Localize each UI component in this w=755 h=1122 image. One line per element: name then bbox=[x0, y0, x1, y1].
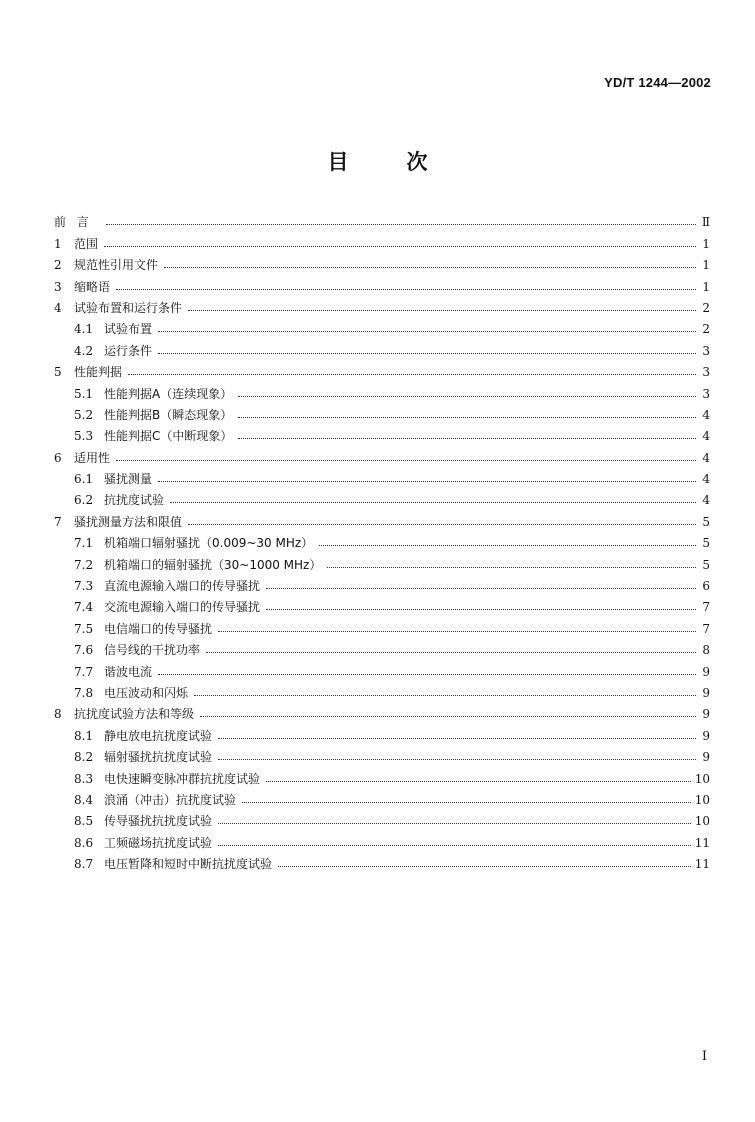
toc-entry-title: 试验布置 bbox=[104, 322, 153, 337]
toc-entry-page: 8 bbox=[702, 643, 710, 658]
dot-leader bbox=[319, 545, 696, 546]
toc-entry-title: 前言 bbox=[54, 215, 100, 230]
toc-entry-page: 2 bbox=[702, 322, 710, 337]
toc-entry-number: 7 bbox=[54, 514, 62, 529]
dot-leader bbox=[238, 438, 696, 439]
toc-entry[interactable] bbox=[54, 400, 710, 421]
toc-entry-title: 缩略语 bbox=[74, 279, 111, 294]
toc-entry-page: 4 bbox=[702, 472, 710, 487]
toc-entry-title: 运行条件 bbox=[104, 343, 153, 358]
toc-entry-title: 性能判据 bbox=[74, 365, 123, 380]
toc-entry-number: 2 bbox=[54, 258, 62, 273]
toc-entry-number: 8.3 bbox=[74, 771, 94, 786]
toc-entry[interactable] bbox=[54, 250, 710, 271]
toc-entry-number: 6.2 bbox=[74, 493, 94, 508]
page-number: I bbox=[701, 1049, 707, 1064]
toc-entry[interactable] bbox=[54, 464, 710, 485]
dot-leader bbox=[238, 396, 696, 397]
toc-entry-number: 1 bbox=[54, 236, 62, 251]
toc-entry-number: 6 bbox=[54, 450, 62, 465]
toc-entry[interactable] bbox=[54, 207, 710, 228]
toc-entry-title: 电信端口的传导骚扰 bbox=[104, 621, 213, 636]
toc-entry-page: 5 bbox=[702, 557, 710, 572]
toc-entry-page: 4 bbox=[702, 450, 710, 465]
toc-entry-page: 9 bbox=[702, 664, 710, 679]
dot-leader bbox=[206, 652, 696, 653]
toc-entry-title: 辐射骚扰抗扰度试验 bbox=[104, 750, 213, 765]
toc-entry-title: 信号线的干扰功率 bbox=[104, 643, 201, 658]
dot-leader bbox=[116, 289, 696, 290]
toc-entry-page: 9 bbox=[702, 750, 710, 765]
toc-entry-number: 8.7 bbox=[74, 857, 94, 872]
toc-entry-title: 抗扰度试验方法和等级 bbox=[74, 707, 195, 722]
toc-title-char: 次 bbox=[406, 150, 428, 174]
toc-entry-title: 电压波动和闪烁 bbox=[104, 685, 189, 700]
toc-entry-title: 性能判据B（瞬态现象） bbox=[104, 407, 233, 422]
toc-entry-page: 6 bbox=[702, 579, 710, 594]
dot-leader bbox=[218, 759, 696, 760]
toc-entry-page: 11 bbox=[694, 857, 710, 872]
toc-entry-number: 7.8 bbox=[74, 685, 94, 700]
toc-entry-page: 9 bbox=[702, 685, 710, 700]
toc-entry-number: 7.7 bbox=[74, 664, 94, 679]
toc-entry[interactable] bbox=[54, 613, 710, 634]
toc-entry-title: 交流电源输入端口的传导骚扰 bbox=[104, 600, 261, 615]
dot-leader bbox=[194, 695, 696, 696]
toc-entry[interactable] bbox=[54, 506, 710, 527]
dot-leader bbox=[266, 609, 696, 610]
toc-entry-number: 3 bbox=[54, 279, 62, 294]
toc-entry-page: 3 bbox=[702, 343, 710, 358]
toc-entry-title: 电快速瞬变脉冲群抗扰度试验 bbox=[104, 771, 261, 786]
toc-entry-page: 10 bbox=[694, 792, 710, 807]
toc-entry-number: 5.1 bbox=[74, 386, 94, 401]
toc-entry-number: 7.1 bbox=[74, 536, 94, 551]
dot-leader bbox=[128, 374, 696, 375]
dot-leader bbox=[218, 845, 691, 846]
toc-entry[interactable] bbox=[54, 763, 710, 784]
toc-entry-number: 4 bbox=[54, 300, 62, 315]
toc-entry[interactable] bbox=[54, 571, 710, 592]
toc-entry-page: 4 bbox=[702, 407, 710, 422]
toc-entry-number: 7.6 bbox=[74, 643, 94, 658]
toc-entry-page: 1 bbox=[702, 236, 710, 251]
toc-entry-page: 3 bbox=[702, 386, 710, 401]
dot-leader bbox=[266, 588, 696, 589]
standard-code: YD/T 1244—2002 bbox=[604, 75, 711, 90]
toc-entry-title: 直流电源输入端口的传导骚扰 bbox=[104, 579, 261, 594]
toc-entry-title: 骚扰测量方法和限值 bbox=[74, 514, 183, 529]
dot-leader bbox=[170, 502, 696, 503]
dot-leader bbox=[238, 417, 696, 418]
toc-entry-page: 7 bbox=[702, 621, 710, 636]
toc-entry-page: 11 bbox=[694, 835, 710, 850]
dot-leader bbox=[218, 631, 696, 632]
toc-entry-page: 9 bbox=[702, 728, 710, 743]
toc-entry[interactable] bbox=[54, 806, 710, 827]
toc-entry-number: 7.4 bbox=[74, 600, 94, 615]
toc-entry-page: 5 bbox=[702, 514, 710, 529]
toc-entry-page: 3 bbox=[702, 365, 710, 380]
dot-leader bbox=[158, 331, 696, 332]
toc-entry-number: 8.2 bbox=[74, 750, 94, 765]
dot-leader bbox=[158, 481, 696, 482]
toc-entry-title: 试验布置和运行条件 bbox=[74, 300, 183, 315]
dot-leader bbox=[164, 267, 696, 268]
toc-entry-number: 7.2 bbox=[74, 557, 94, 572]
toc-title-char: 目 bbox=[327, 150, 349, 174]
dot-leader bbox=[218, 738, 696, 739]
toc-entry-number: 5 bbox=[54, 365, 62, 380]
toc-entry[interactable] bbox=[54, 378, 710, 399]
toc-entry-number: 8 bbox=[54, 707, 62, 722]
toc-entry-number: 8.1 bbox=[74, 728, 94, 743]
toc-entry-page: 9 bbox=[702, 707, 710, 722]
toc-entry[interactable] bbox=[54, 785, 710, 806]
toc-entry-title: 范围 bbox=[74, 236, 99, 251]
toc-entry-page: 10 bbox=[694, 814, 710, 829]
table-of-contents bbox=[54, 207, 710, 870]
toc-entry[interactable] bbox=[54, 335, 710, 356]
toc-entry[interactable] bbox=[54, 549, 710, 570]
toc-entry-title: 传导骚扰抗扰度试验 bbox=[104, 814, 213, 829]
toc-entry-title: 电压暂降和短时中断抗扰度试验 bbox=[104, 857, 273, 872]
toc-entry[interactable] bbox=[54, 271, 710, 292]
toc-entry[interactable] bbox=[54, 678, 710, 699]
toc-entry-title: 性能判据C（中断现象） bbox=[104, 429, 233, 444]
toc-entry[interactable] bbox=[54, 635, 710, 656]
toc-entry[interactable] bbox=[54, 699, 710, 720]
toc-entry-page: 5 bbox=[702, 536, 710, 551]
toc-entry[interactable] bbox=[54, 528, 710, 549]
toc-entry-number: 4.1 bbox=[74, 322, 94, 337]
dot-leader bbox=[106, 224, 696, 225]
toc-entry-number: 7.3 bbox=[74, 579, 94, 594]
toc-entry[interactable] bbox=[54, 720, 710, 741]
toc-entry-title: 机箱端口的辐射骚扰（30~1000 MHz） bbox=[104, 557, 322, 572]
toc-entry[interactable] bbox=[54, 827, 710, 848]
dot-leader bbox=[266, 781, 691, 782]
dot-leader bbox=[116, 460, 696, 461]
toc-entry-page: 1 bbox=[702, 258, 710, 273]
toc-entry-title: 适用性 bbox=[74, 450, 111, 465]
toc-entry-number: 8.5 bbox=[74, 814, 94, 829]
toc-entry[interactable] bbox=[54, 421, 710, 442]
toc-entry[interactable] bbox=[54, 442, 710, 463]
toc-entry-title: 抗扰度试验 bbox=[104, 493, 165, 508]
toc-entry-number: 5.3 bbox=[74, 429, 94, 444]
toc-entry-title: 谐波电流 bbox=[104, 664, 153, 679]
toc-entry-number: 4.2 bbox=[74, 343, 94, 358]
toc-entry-title: 骚扰测量 bbox=[104, 472, 153, 487]
toc-entry-page: 7 bbox=[702, 600, 710, 615]
dot-leader bbox=[158, 353, 696, 354]
dot-leader bbox=[278, 866, 691, 867]
toc-entry-page: 1 bbox=[702, 279, 710, 294]
toc-entry-title: 工频磁场抗扰度试验 bbox=[104, 835, 213, 850]
dot-leader bbox=[327, 567, 696, 568]
toc-entry-number: 6.1 bbox=[74, 472, 94, 487]
toc-entry-number: 5.2 bbox=[74, 407, 94, 422]
dot-leader bbox=[188, 310, 696, 311]
toc-entry-title: 机箱端口辐射骚扰（0.009~30 MHz） bbox=[104, 536, 314, 551]
dot-leader bbox=[158, 674, 696, 675]
toc-entry-title: 规范性引用文件 bbox=[74, 258, 159, 273]
toc-entry[interactable] bbox=[54, 849, 710, 870]
toc-entry[interactable] bbox=[54, 314, 710, 335]
toc-entry[interactable] bbox=[54, 656, 710, 677]
dot-leader bbox=[188, 524, 696, 525]
toc-entry-page: 4 bbox=[702, 493, 710, 508]
toc-entry[interactable] bbox=[54, 485, 710, 506]
toc-entry-number: 8.6 bbox=[74, 835, 94, 850]
toc-entry[interactable] bbox=[54, 357, 710, 378]
toc-entry[interactable] bbox=[54, 592, 710, 613]
toc-entry-page: 10 bbox=[694, 771, 710, 786]
toc-entry-title: 浪涌（冲击）抗扰度试验 bbox=[104, 792, 237, 807]
toc-entry[interactable] bbox=[54, 228, 710, 249]
toc-entry[interactable] bbox=[54, 293, 710, 314]
toc-entry-title: 性能判据A（连续现象） bbox=[104, 386, 233, 401]
toc-entry-page: 4 bbox=[702, 429, 710, 444]
toc-entry-number: 8.4 bbox=[74, 792, 94, 807]
toc-entry-page: 2 bbox=[702, 300, 710, 315]
toc-entry[interactable] bbox=[54, 742, 710, 763]
toc-title bbox=[0, 146, 755, 176]
dot-leader bbox=[200, 716, 696, 717]
dot-leader bbox=[104, 246, 696, 247]
dot-leader bbox=[218, 823, 691, 824]
toc-entry-title: 静电放电抗扰度试验 bbox=[104, 728, 213, 743]
toc-entry-page: Ⅱ bbox=[701, 215, 710, 230]
dot-leader bbox=[242, 802, 691, 803]
toc-entry-number: 7.5 bbox=[74, 621, 94, 636]
